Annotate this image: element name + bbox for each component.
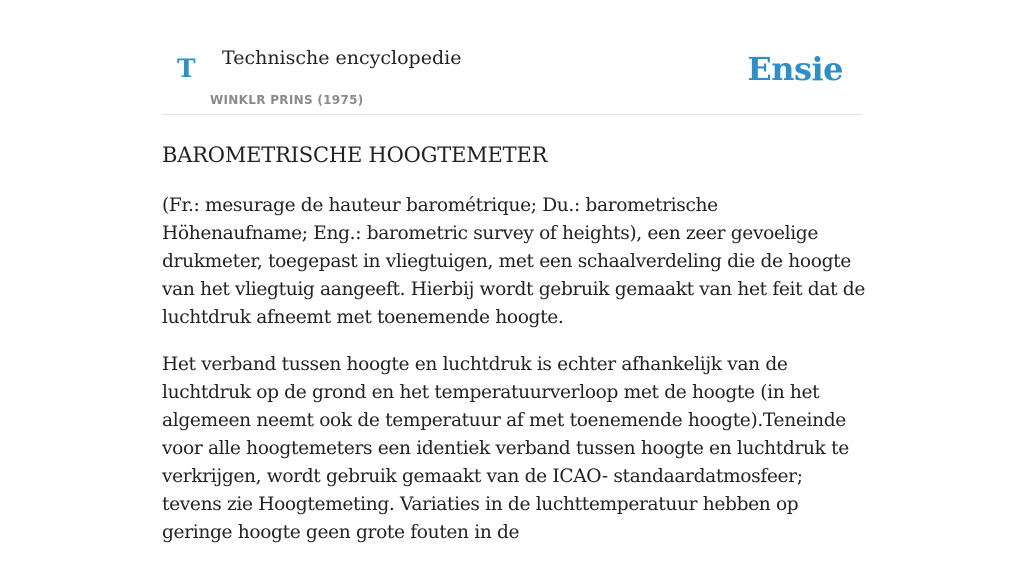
entry-paragraph: (Fr.: mesurage de hauteur barométrique; Du.: barometrische Höhenaufname; Eng.: barometric survey of heights), een zeer gevoelige drukmeter, toegepast in vliegtuigen, met een schaalverdeling die de hoogte van het vliegtuig aangeeft. Hierbij wordt gebruik gemaakt van het feit dat de luchtdruk afneemt met toenemende hoogte. — [162, 195, 865, 328]
ensie-logo-link[interactable]: Ensie — [747, 50, 843, 88]
entry-paragraph: Het verband tussen hoogte en luchtdruk is echter afhankelijk van de luchtdruk op de grond en het temperatuurverloop met de hoogte (in het algemeen neemt ook de temperatuur af met toenemende hoogte).Teneinde voor alle hoogtemeters een identiek verband tussen hoogte en luchtdruk te verkrijgen, wordt gebruik gemaakt van de ICAO- standaardatmosfeer; tevens zie Hoogtemeting. Variaties in de luchttemperatuur hebben op geringe hoogte geen grote fouten in de — [162, 354, 849, 543]
book-header — [162, 32, 862, 115]
entry-content — [162, 192, 867, 566]
book-title-link[interactable]: Technische encyclopedie — [222, 47, 462, 69]
entry-title: BAROMETRISCHE HOOGTEMETER — [162, 143, 548, 167]
book-subtitle: WINKLR PRINS (1975) — [210, 93, 364, 107]
book-logo[interactable]: T — [177, 54, 196, 83]
